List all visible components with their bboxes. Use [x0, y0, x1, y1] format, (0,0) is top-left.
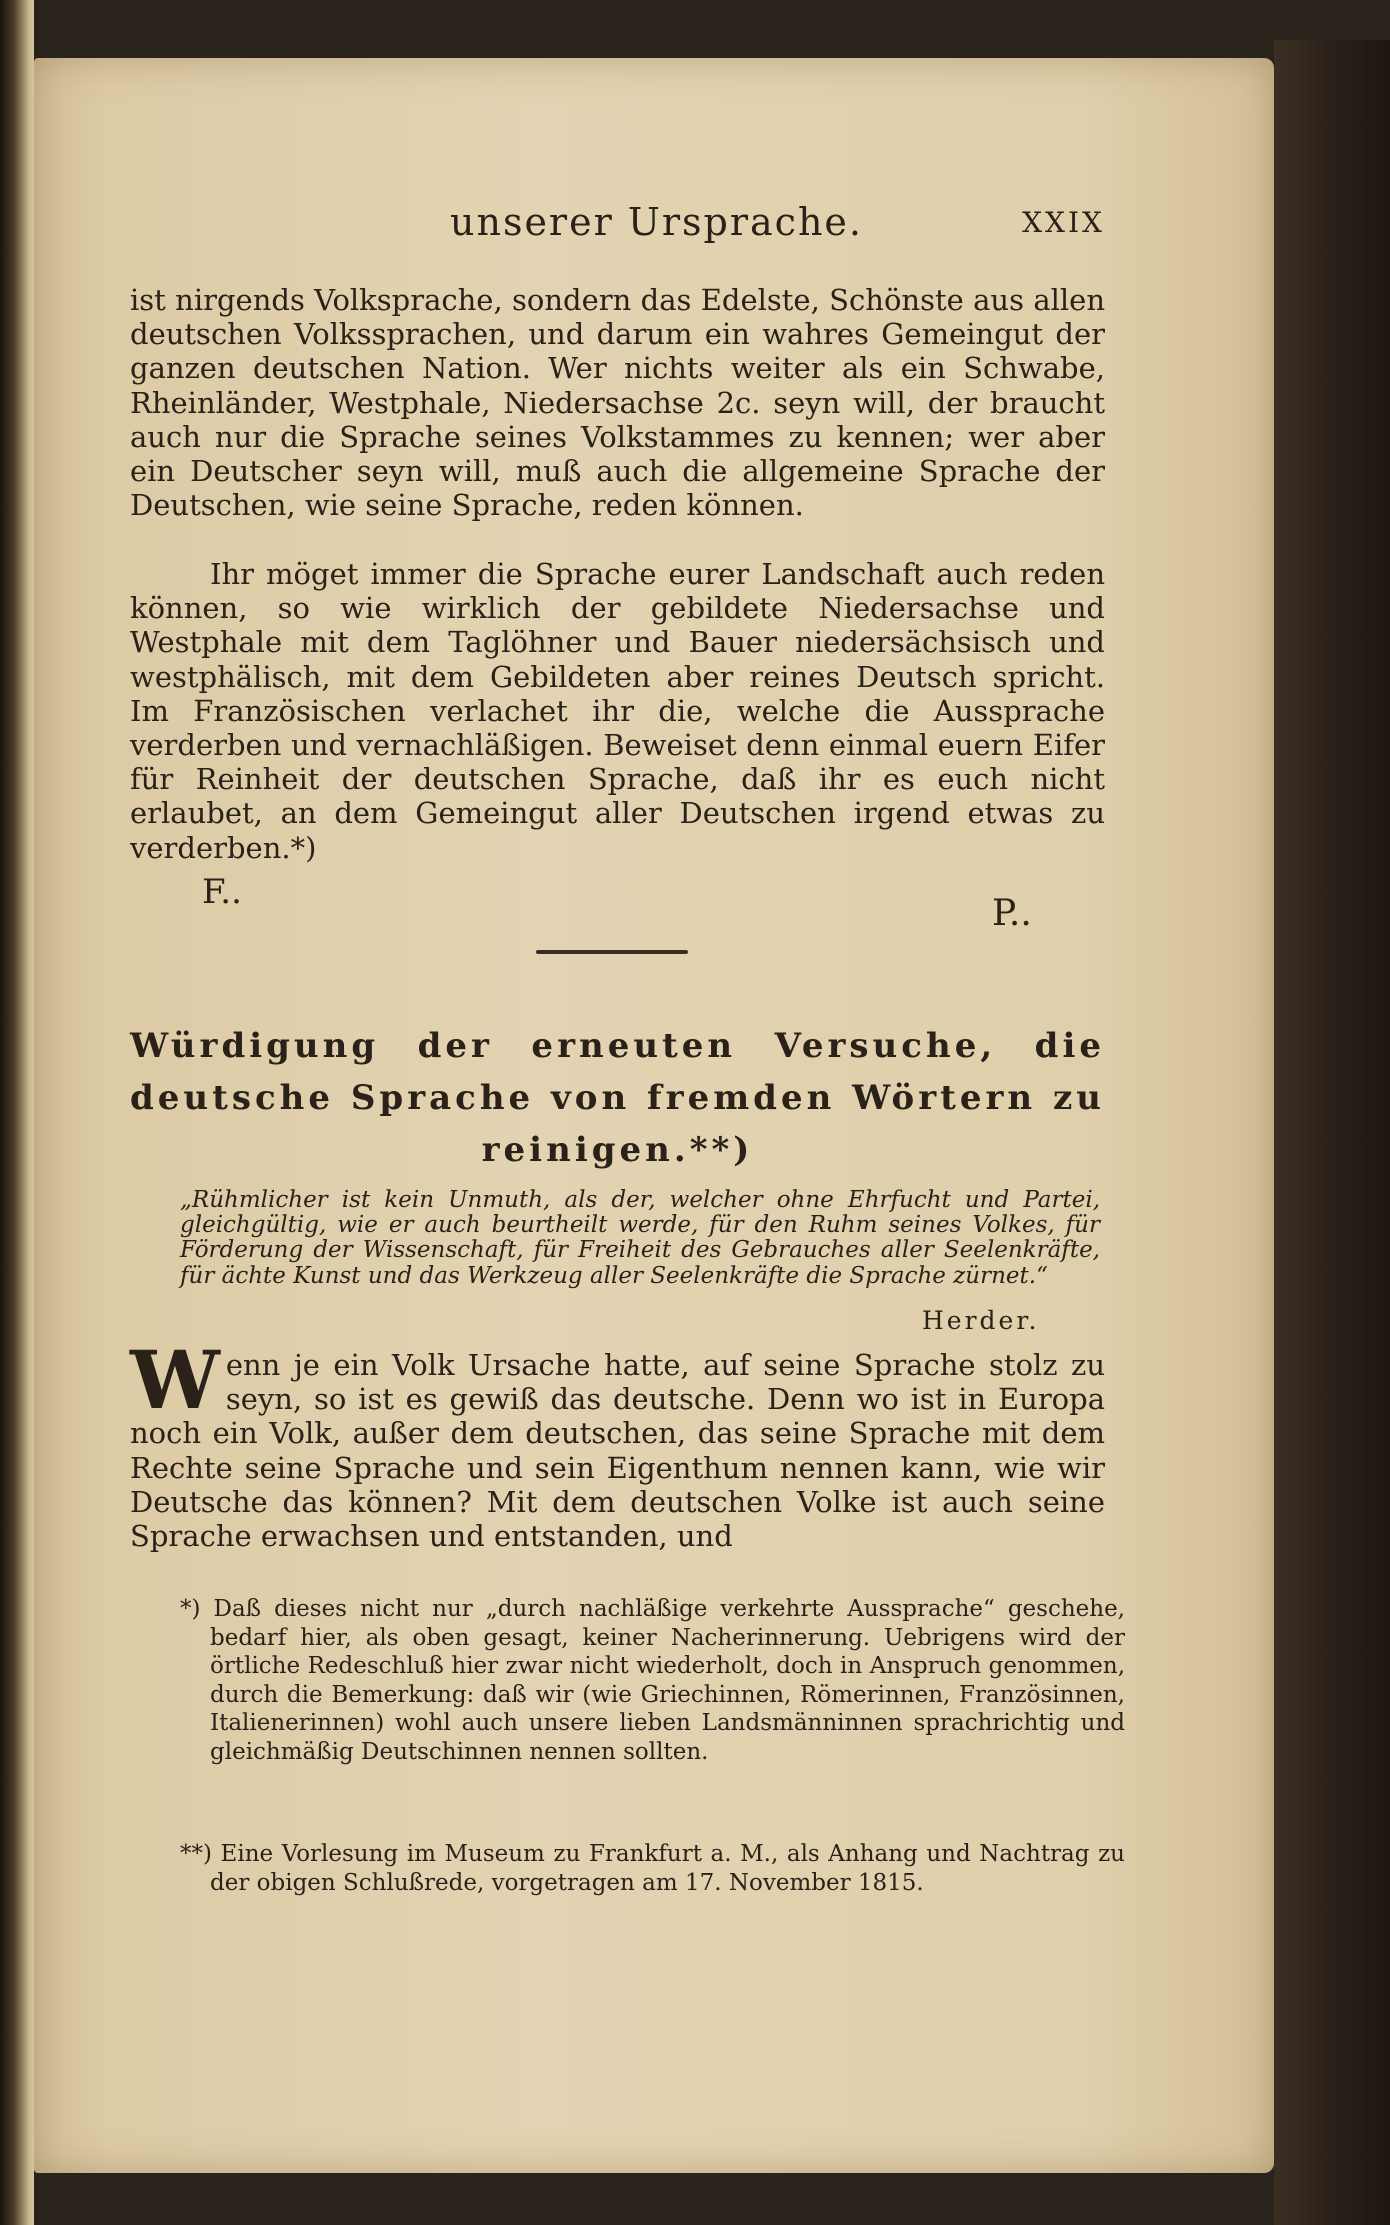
page-number: XXIX — [1022, 206, 1105, 239]
motto-quote: „Rühmlicher ist kein Unmuth, als der, welcher ohne Ehrfucht und Partei, gleichgültig, wie er auch beurtheilt werde, für den Ruhm seines Volkes, für Förderung der Wissenschaft, für Freiheit des Gebrauches aller Seelenkräfte, für ächte Kunst und das Werkzeug aller Seelenkräfte die Sprache zürnet.“ — [180, 1187, 1100, 1289]
motto-author: Herder. — [922, 1306, 1040, 1335]
footnote-2: **) Eine Vorlesung im Museum zu Frankfurt a. M., als Anhang und Nachtrag zu der obigen Schlußrede, vorgetragen am 17. November 1815. — [180, 1841, 1125, 1896]
book-cover-edge — [1274, 40, 1390, 2225]
book-spine — [0, 0, 34, 2225]
section-heading: Würdigung der erneuten Versuche, die deutsche Sprache von fremden Wörtern zu reinigen.**) — [130, 1026, 1105, 1170]
drop-cap: W — [130, 1333, 220, 1427]
footnote-1: *) Daß dieses nicht nur „durch nachläßige verkehrte Aussprache“ geschehe, bedarf hier, als oben gesagt, keiner Nacherinnerung. Uebrigens wird der örtliche Redeschluß hier zwar nicht wiederholt, doch in Anspruch genommen, durch die Bemerkung: daß wir (wie Griechinnen, Römerinnen, Französinnen, Italienerinnen) wohl auch unsere lieben Landsmänninnen sprachrichtig und gleichmäßig Deutschinnen nennen sollten. — [180, 1596, 1125, 1765]
running-title: unserer Ursprache. — [450, 200, 863, 244]
section-divider — [536, 950, 688, 954]
signature-right: P.. — [992, 893, 1032, 934]
main-paragraph-text: enn je ein Volk Ursache hatte, auf seine Sprache stolz zu seyn, so ist es gewiß das deutsche. Denn wo ist in Europa noch ein Volk, außer dem deutschen, das seine Sprache mit dem Rechte seine Sprache und sein Eigenthum nennen kann, wie wir Deutsche das können? Mit dem deutschen Volke ist auch seine Sprache erwachsen und entstanden, und — [130, 1348, 1105, 1554]
paragraph-1: ist nirgends Volksprache, sondern das Edelste, Schönste aus allen deutschen Volkssprachen, und darum ein wahres Gemeingut der ganzen deutschen Nation. Wer nichts weiter als ein Schwabe, Rheinländer, Westphale, Niedersachse 2c. seyn will, der braucht auch nur die Sprache seines Volkstammes zu kennen; wer aber ein Deutscher seyn will, muß auch die allgemeine Sprache der Deutschen, wie seine Sprache, reden können. — [130, 283, 1105, 523]
signature-left: F.. — [202, 872, 242, 912]
running-head — [130, 200, 1105, 260]
paragraph-2: Ihr möget immer die Sprache eurer Landschaft auch reden können, so wie wirklich der gebildete Niedersachse und Westphale mit dem Taglöhner und Bauer niedersächsisch und westphälisch, mit dem Gebildeten aber reines Deutsch spricht. Im Französischen verlachet ihr die, welche die Aussprache verderben und vernachläßigen. Beweiset denn einmal euern Eifer für Reinheit der deutschen Sprache, daß ihr es euch nicht erlaubet, an dem Gemeingut aller Deutschen irgend etwas zu verderben.*) — [130, 557, 1105, 865]
main-paragraph — [130, 1333, 1105, 1554]
